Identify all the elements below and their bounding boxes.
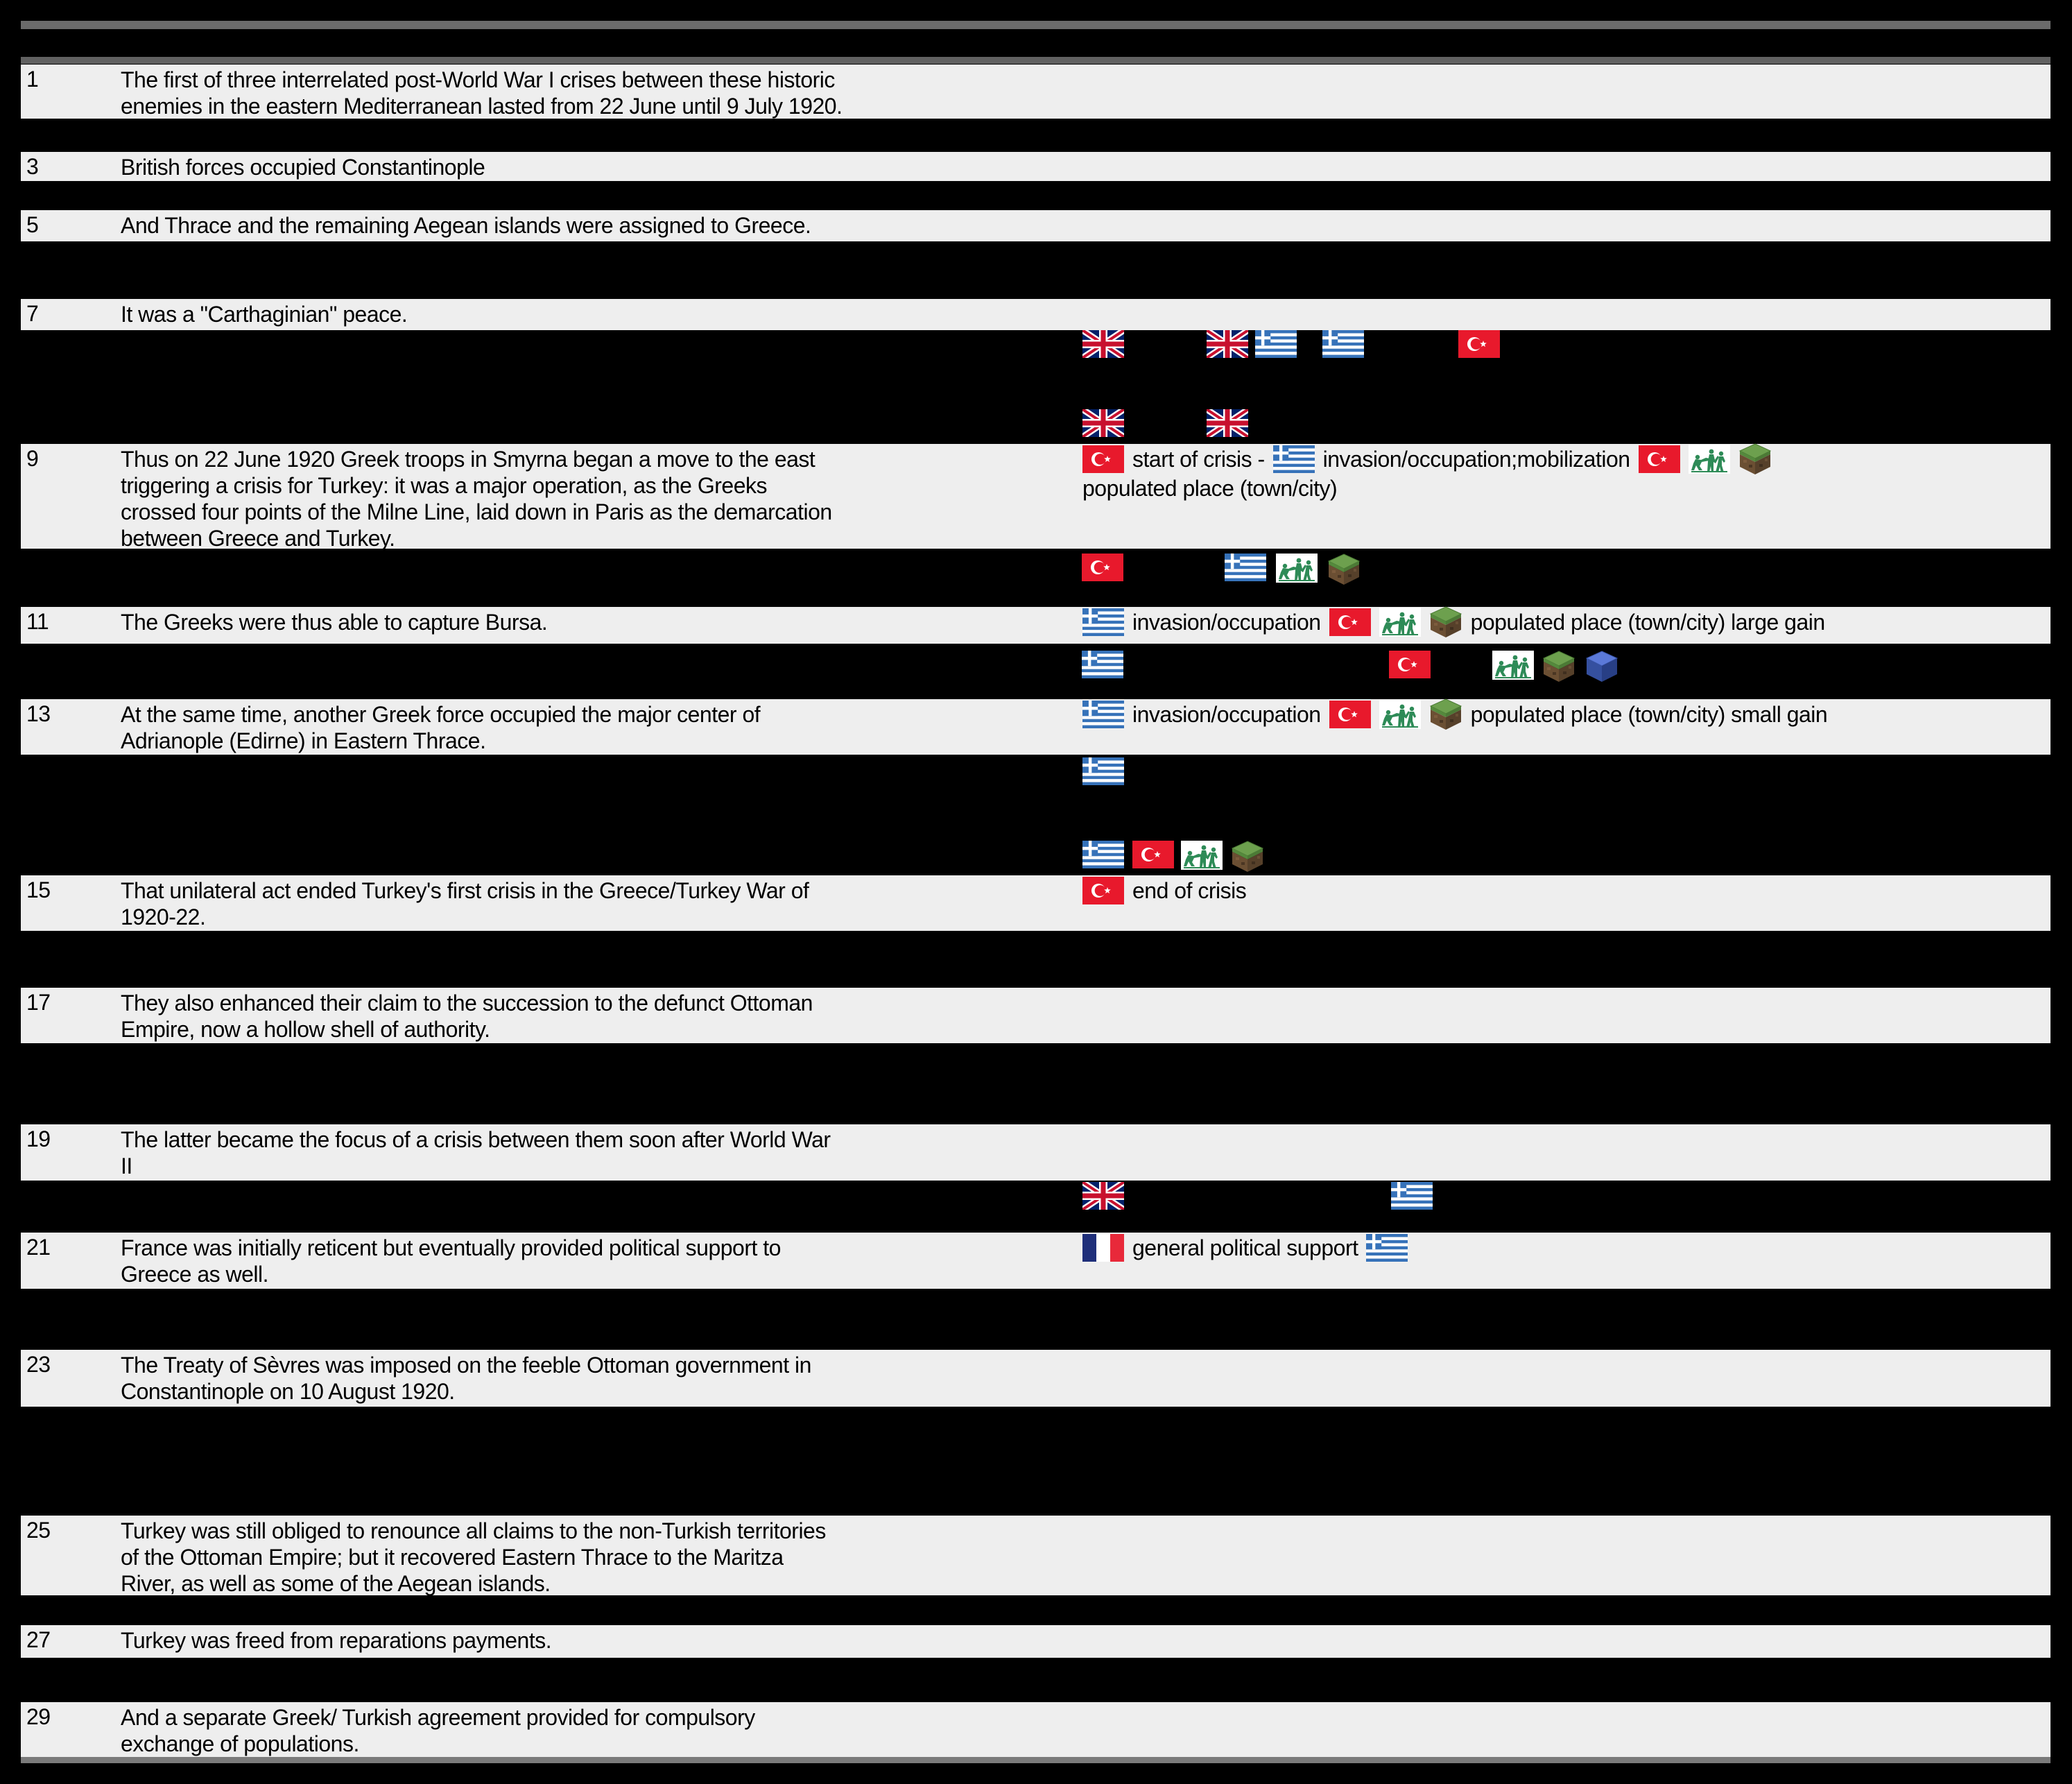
- greece-flag-icon: [1082, 841, 1124, 868]
- row-number: 21: [26, 1235, 51, 1260]
- row-text-line: Constantinople on 10 August 1920.: [121, 1379, 455, 1404]
- row-text-line: And a separate Greek/ Turkish agreement provided for compulsory: [121, 1705, 755, 1730]
- table-row: [21, 1625, 2051, 1658]
- uk-flag-icon: [1082, 1182, 1124, 1210]
- row-text: [121, 1126, 831, 1179]
- row-text-line: British forces occupied Constantinople: [121, 155, 485, 180]
- row-number: 29: [26, 1704, 51, 1729]
- turkey-flag-icon: [1329, 701, 1371, 728]
- row-text-line: crossed four points of the Milne Line, laid down in Paris as the demarcation: [121, 499, 832, 524]
- row-text-line: France was initially reticent but eventually provided political support to: [121, 1235, 781, 1260]
- row-number: 13: [26, 701, 51, 726]
- row-text: [121, 877, 809, 930]
- row-text-line: Turkey was freed from reparations payments.: [121, 1628, 552, 1653]
- greece-flag-icon: [1391, 1182, 1433, 1210]
- row-text-line: The Greeks were thus able to capture Bursa.: [121, 610, 548, 635]
- table-row: [21, 210, 2051, 241]
- annotation-text: general political support: [1132, 1235, 1358, 1260]
- row-number: 7: [26, 301, 39, 326]
- row-number: 1: [26, 67, 39, 92]
- row-text-line: At the same time, another Greek force occupied the major center of: [121, 702, 761, 727]
- row-number: 15: [26, 877, 51, 902]
- row-text: [121, 609, 547, 635]
- table-row: [21, 152, 2051, 181]
- row-text-line: exchange of populations.: [121, 1731, 359, 1756]
- annotation-text: invasion/occupation: [1132, 701, 1321, 727]
- row-text: [121, 1627, 551, 1654]
- table-row: [21, 699, 2051, 755]
- row-number: 3: [26, 154, 39, 179]
- row-text-line: of the Ottoman Empire; but it recovered Eastern Thrace to the Maritza: [121, 1545, 784, 1570]
- soldiers-icon: [1379, 700, 1421, 729]
- annotation-text: populated place (town/city) small gain: [1470, 701, 1828, 727]
- row-text-line: It was a "Carthaginian" peace.: [121, 302, 408, 327]
- event-icon-row: [0, 757, 2072, 789]
- row-text-line: Empire, now a hollow shell of authority.: [121, 1017, 490, 1042]
- row-text-line: The latter became the focus of a crisis between them soon after World War: [121, 1127, 831, 1152]
- uk-flag-icon: [1207, 409, 1248, 437]
- greece-flag-icon: [1366, 1234, 1408, 1262]
- row-text-line: Greece as well.: [121, 1262, 269, 1287]
- table-row: [21, 1350, 2051, 1407]
- row-number: 27: [26, 1627, 51, 1652]
- row-text: [121, 1235, 781, 1287]
- greece-flag-icon: [1225, 554, 1266, 581]
- row-number: 19: [26, 1126, 51, 1151]
- annotation-text: start of crisis -: [1132, 446, 1265, 472]
- greece-flag-icon: [1082, 651, 1123, 678]
- row-text-line: The first of three interrelated post-World War I crises between these historic: [121, 67, 835, 92]
- row-text-line: They also enhanced their claim to the succession to the defunct Ottoman: [121, 990, 813, 1015]
- soldiers-icon: [1492, 651, 1534, 680]
- greece-flag-icon: [1082, 608, 1124, 636]
- uk-flag-icon: [1082, 409, 1124, 437]
- row-text-line: 1920-22.: [121, 904, 206, 929]
- row-text: [121, 212, 811, 239]
- row-text: [121, 1518, 826, 1597]
- greece-flag-icon: [1255, 330, 1297, 358]
- row-text-line: Adrianople (Edirne) in Eastern Thrace.: [121, 728, 486, 753]
- soldiers-icon: [1181, 841, 1223, 870]
- row-text-line: Turkey was still obliged to renounce all claims to the non-Turkish territories: [121, 1518, 826, 1543]
- territory-block-icon: [1738, 443, 1772, 475]
- annotation-text: populated place (town/city) large gain: [1470, 609, 1825, 635]
- table-row: [21, 988, 2051, 1043]
- turkey-flag-icon: [1458, 330, 1500, 358]
- row-annotation: [1082, 607, 1825, 637]
- greece-flag-icon: [1273, 445, 1315, 473]
- event-icon-row: [0, 841, 2072, 873]
- turkey-flag-icon: [1082, 445, 1124, 473]
- table-row: [21, 444, 2051, 549]
- row-text-line: The Treaty of Sèvres was imposed on the feeble Ottoman government in: [121, 1353, 811, 1378]
- row-text: [121, 701, 760, 754]
- row-text: [121, 990, 813, 1043]
- territory-block-icon: [1429, 698, 1462, 730]
- table-row: [21, 1124, 2051, 1181]
- row-text-line: enemies in the eastern Mediterranean lasted from 22 June until 9 July 1920.: [121, 94, 843, 119]
- turkey-flag-icon: [1639, 445, 1680, 473]
- event-icon-row: [0, 554, 2072, 585]
- table-row: [21, 607, 2051, 644]
- turkey-flag-icon: [1389, 651, 1431, 678]
- row-text-line: Thus on 22 June 1920 Greek troops in Smyrna began a move to the east: [121, 447, 815, 472]
- row-text: [121, 154, 485, 180]
- row-number: 9: [26, 446, 39, 471]
- row-annotation: [1082, 444, 1772, 502]
- soldiers-icon: [1379, 608, 1421, 637]
- territory-block-icon: [1327, 554, 1361, 585]
- row-text-line: between Greece and Turkey.: [121, 526, 395, 551]
- row-text: [121, 1704, 755, 1757]
- row-text: [121, 446, 832, 551]
- table-row: [21, 299, 2051, 330]
- soldiers-icon: [1689, 445, 1730, 474]
- bottom-divider-bar: [21, 1757, 2051, 1763]
- header-divider-bar: [21, 57, 2051, 64]
- row-annotation: [1082, 1233, 1408, 1263]
- greece-flag-icon: [1322, 330, 1364, 358]
- row-number: 11: [26, 609, 49, 634]
- row-number: 17: [26, 990, 51, 1015]
- territory-block-icon: [1429, 606, 1462, 638]
- row-annotation: [1082, 699, 1827, 730]
- greece-flag-icon: [1082, 701, 1124, 728]
- row-text-line: triggering a crisis for Turkey: it was a major operation, as the Greeks: [121, 473, 767, 498]
- row-text: [121, 301, 407, 327]
- table-row: [21, 1702, 2051, 1757]
- uk-flag-icon: [1207, 330, 1248, 358]
- annotation-text: invasion/occupation;mobilization: [1322, 446, 1630, 472]
- turkey-flag-icon: [1132, 841, 1174, 868]
- annotation-text: populated place (town/city): [1082, 476, 1338, 501]
- annotation-text: end of crisis: [1132, 877, 1247, 903]
- uk-flag-icon: [1082, 330, 1124, 358]
- table-row: [21, 1516, 2051, 1595]
- event-icon-row: [0, 651, 2072, 683]
- row-number: 23: [26, 1352, 51, 1377]
- table-row: [21, 875, 2051, 931]
- row-text: [121, 1352, 811, 1405]
- turkey-flag-icon: [1329, 608, 1371, 636]
- annotation-text: invasion/occupation: [1132, 609, 1321, 635]
- top-divider-bar: [21, 21, 2051, 29]
- turkey-flag-icon: [1082, 554, 1123, 581]
- event-icon-row: [0, 409, 2072, 441]
- greece-flag-icon: [1082, 757, 1124, 785]
- row-number: 25: [26, 1518, 51, 1543]
- france-flag-icon: [1082, 1234, 1124, 1262]
- row-number: 5: [26, 212, 39, 237]
- territory-block-icon: [1542, 651, 1575, 683]
- row-annotation: [1082, 875, 1246, 906]
- row-text-line: That unilateral act ended Turkey's first crisis in the Greece/Turkey War of: [121, 878, 809, 903]
- turkey-flag-icon: [1082, 877, 1124, 904]
- event-icon-row: [0, 330, 2072, 362]
- naval-block-icon: [1585, 651, 1618, 683]
- table-row: [21, 65, 2051, 119]
- event-icon-row: [0, 1182, 2072, 1214]
- row-text-line: And Thrace and the remaining Aegean islands were assigned to Greece.: [121, 213, 811, 238]
- soldiers-icon: [1276, 554, 1318, 583]
- territory-block-icon: [1231, 841, 1264, 873]
- row-text-line: II: [121, 1153, 132, 1178]
- table-row: [21, 1233, 2051, 1289]
- row-text: [121, 67, 842, 119]
- row-text-line: River, as well as some of the Aegean islands.: [121, 1571, 551, 1596]
